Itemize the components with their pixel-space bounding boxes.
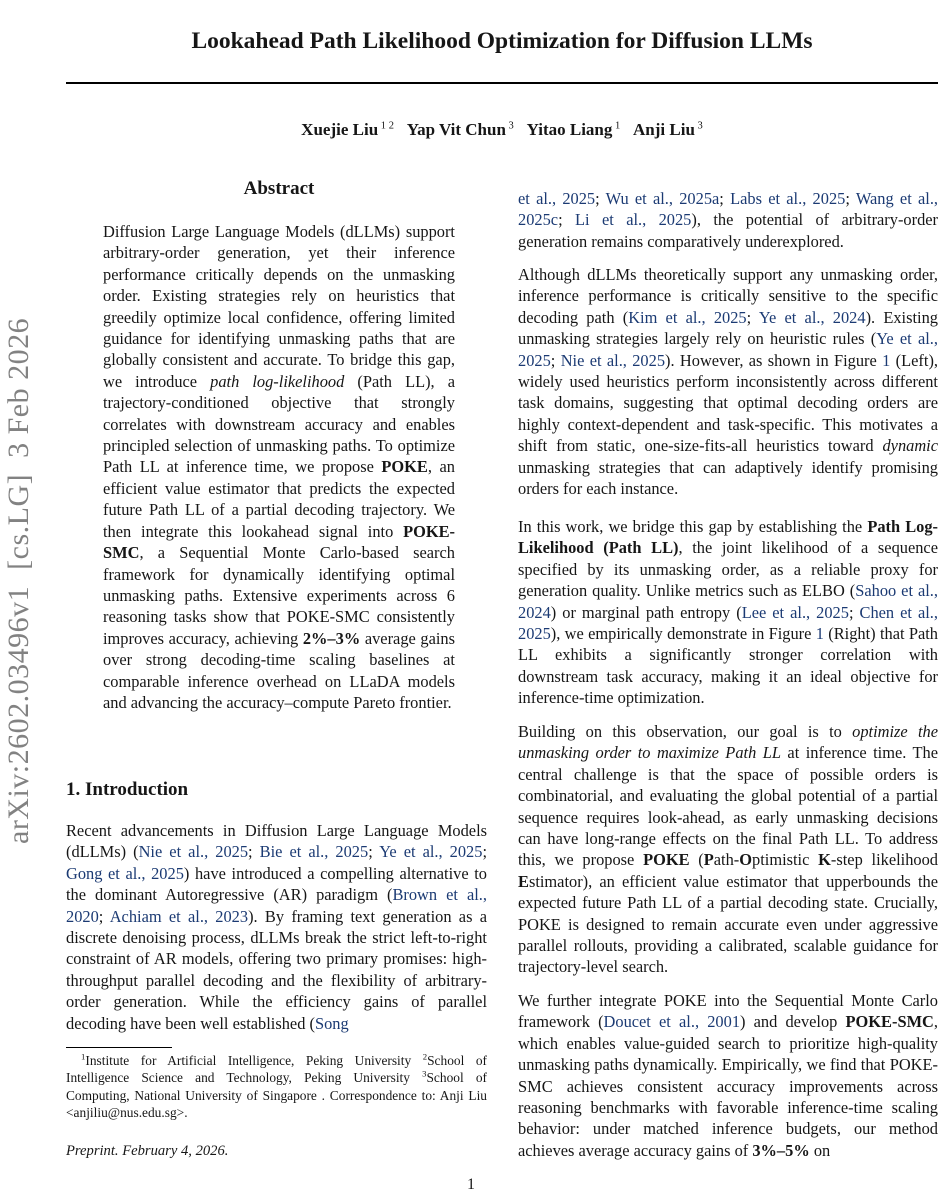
title-rule bbox=[66, 82, 938, 86]
text-run: ), the potential of arbitrary-order generation remains comparatively underexplored. bbox=[518, 210, 938, 251]
section-heading-introduction: 1. Introduction bbox=[66, 779, 189, 800]
citation-link[interactable]: Bie et al., 2025 bbox=[259, 842, 369, 862]
right-column-paragraph-4 bbox=[518, 721, 938, 978]
text-run: path log-likelihood bbox=[210, 371, 345, 391]
text-run: (Right) that Path LL exhibits a significantly stronger correlation with downstream task accuracy, making it an ideal objective for inference-time optimization. bbox=[518, 624, 938, 708]
citation-link[interactable]: Ye et al., 2025 bbox=[379, 842, 483, 862]
text-run: ) and develop bbox=[740, 1012, 846, 1032]
superscript-marker: 2 bbox=[422, 1051, 428, 1062]
text-run: Recent advancements in Diffusion Large Language Models (dLLMs) ( bbox=[66, 821, 487, 862]
paper-title: Lookahead Path Likelihood Optimization for Diffusion LLMs bbox=[191, 28, 813, 54]
citation-link[interactable]: Ye et al., 2024 bbox=[758, 307, 866, 327]
citation-link[interactable]: Doucet et al., 2001 bbox=[603, 1012, 741, 1032]
text-run: ; bbox=[848, 602, 860, 622]
text-run: , which enables value-guided search to prioritize high-quality unmasking paths dynamically. Empirically, we find that POKE-SMC achieves consistent accuracy improvements across reasoning benchmarks with favorable inference-time scaling behavior: under matched inference budgets, our method achieves average accuracy gains of bbox=[518, 1012, 938, 1160]
text-run: ; bbox=[558, 210, 576, 230]
citation-link[interactable]: Li et al., 2025 bbox=[575, 210, 692, 230]
affiliation-footnote bbox=[66, 1052, 487, 1121]
text-run: ). By framing text generation as a discrete denoising process, dLLMs break the strict left-to-right constraint of AR models, offering two primary promises: high-throughput parallel decoding and the flexibility of arbitrary-order generation. While the efficiency gains of parallel decoding have been well established ( bbox=[66, 906, 487, 1033]
text-run: (Path LL), a trajectory-conditioned objective that strongly correlates with downstream accuracy and enables principled selection of unmasking paths. To optimize Path LL at inference time, we propose bbox=[103, 371, 455, 477]
citation-link[interactable]: Wu et al., 2025a bbox=[605, 189, 720, 208]
text-run: -step likelihood bbox=[830, 850, 938, 870]
text-run: on bbox=[809, 1140, 831, 1160]
text-run: POKE bbox=[381, 457, 428, 477]
text-run: Yap Vit Chun bbox=[406, 120, 506, 139]
text-run: ; bbox=[368, 842, 380, 862]
citation-link[interactable]: Ye et al., 2025 bbox=[518, 329, 938, 370]
superscript-marker: 1 2 bbox=[378, 120, 394, 132]
citation-link[interactable]: Labs et al., 2025 bbox=[730, 189, 846, 208]
text-run: ) or marginal path entropy ( bbox=[550, 602, 742, 622]
text-run: ; bbox=[98, 906, 110, 926]
text-run: ( bbox=[689, 850, 704, 870]
text-run: Although dLLMs theoretically support any unmasking order, inference performance is critically sensitive to the specific decoding path ( bbox=[518, 265, 938, 327]
text-run: 3%–5% bbox=[752, 1140, 810, 1160]
citation-link[interactable]: Nie et al., 2025 bbox=[560, 350, 666, 370]
author-line bbox=[66, 120, 938, 140]
citation-link[interactable]: Song bbox=[314, 1013, 349, 1033]
superscript-marker: 3 bbox=[694, 120, 703, 132]
text-run: dynamic bbox=[882, 436, 938, 456]
superscript-marker: 1 bbox=[612, 120, 621, 132]
text-run: ). However, as shown in Figure bbox=[665, 350, 883, 370]
text-run: ) have introduced a compelling alternative to the dominant Autoregressive (AR) paradigm ( bbox=[66, 863, 487, 905]
arxiv-watermark: arXiv:2602.03496v1 [cs.LG] 3 Feb 2026 bbox=[2, 317, 35, 845]
text-run: K bbox=[818, 850, 831, 870]
page-number: 1 bbox=[467, 1176, 475, 1193]
preprint-note: Preprint. February 4, 2026. bbox=[66, 1143, 229, 1159]
abstract-heading: Abstract bbox=[243, 178, 315, 199]
text-run: Institute for Artificial Intelligence, Peking University bbox=[85, 1053, 423, 1068]
abstract-paragraph bbox=[103, 221, 455, 713]
superscript-marker: 3 bbox=[422, 1068, 427, 1079]
right-column-paragraph-2 bbox=[518, 264, 938, 499]
text-run bbox=[514, 120, 527, 139]
text-run: School of Computing, National University of Singapore . Correspondence to: Anji Liu <anjiliu@nus.edu.sg>. bbox=[66, 1070, 487, 1120]
text-run: Xuejie Liu bbox=[301, 120, 379, 139]
text-run: , an efficient value estimator that predicts the expected future Path LL of a partial decoding trajectory. We then integrate this lookahead signal into bbox=[103, 457, 455, 541]
text-run: P bbox=[703, 850, 714, 870]
right-column-paragraph-1 bbox=[518, 188, 938, 252]
text-run: POKE-SMC bbox=[845, 1012, 934, 1032]
text-run: ; bbox=[550, 350, 561, 370]
text-run: ; bbox=[595, 189, 606, 208]
intro-paragraph-1 bbox=[66, 820, 487, 1034]
citation-link[interactable]: Chen et al., 2025 bbox=[518, 602, 938, 644]
text-run: ; bbox=[845, 189, 856, 208]
text-run: average gains over strong decoding-time scaling baselines at comparable inference overhead on LLaDA models and advancing the accuracy–compute Pareto frontier. bbox=[103, 628, 456, 712]
superscript-marker: 1 bbox=[81, 1051, 86, 1062]
text-run bbox=[394, 120, 407, 139]
citation-link[interactable]: 1 bbox=[815, 624, 824, 644]
text-run bbox=[620, 120, 633, 139]
citation-link[interactable]: Sahoo et al., 2024 bbox=[518, 581, 938, 622]
text-run: POKE-SMC bbox=[103, 521, 455, 563]
text-run: Path Log-Likelihood (Path LL) bbox=[518, 517, 938, 558]
text-run: unmasking strategies that can adaptively identify promising orders for each instance. bbox=[518, 457, 938, 499]
text-run: , a Sequential Monte Carlo-based search framework for dynamically identifying optimal unmasking paths. Extensive experiments across 6 reasoning tasks show that POKE-SMC consistently improves accuracy, achieving bbox=[103, 543, 455, 648]
text-run: Building on this observation, our goal is to bbox=[518, 722, 853, 741]
text-run: ; bbox=[719, 189, 731, 208]
text-run: Diffusion Large Language Models (dLLMs) support arbitrary-order generation, yet their inference performance critically depends on the unmasking order. Existing strategies rely on heuristics that greedily optimize local confidence, offering limited guidance for identifying unmasking paths that are globally consistent and accurate. To bridge this gap, we introduce bbox=[103, 222, 455, 391]
superscript-marker: 3 bbox=[505, 120, 514, 132]
text-run: Yitao Liang bbox=[526, 120, 613, 139]
right-column-paragraph-3 bbox=[518, 516, 938, 709]
text-run: E bbox=[518, 871, 529, 891]
right-column-paragraph-5 bbox=[518, 990, 938, 1161]
text-run: stimator), an efficient value estimator that upperbounds the expected future Path LL of a partial decoding state. Crucially, POKE is designed to remain accurate even under aggressive parallel rollouts, providing a calibrated, scalable guidance for trajectory-level search. bbox=[518, 871, 938, 977]
citation-link[interactable]: Brown et al., 2020 bbox=[66, 885, 487, 926]
text-run: ). Existing unmasking strategies largely rely on heuristic rules ( bbox=[518, 307, 938, 349]
citation-link[interactable]: Nie et al., 2025 bbox=[138, 842, 249, 862]
footnote-rule bbox=[66, 1047, 172, 1048]
text-run: Anji Liu bbox=[633, 120, 695, 139]
text-run: We further integrate POKE into the Sequential Monte Carlo framework ( bbox=[518, 991, 938, 1032]
text-run: at inference time. The central challenge is that the space of possible orders is combinatorial, and evaluating the global potential of a partial sequence requires look-ahead, as early unmasking decisions can have long-range effects on the final Path LL. To address this, we propose bbox=[518, 743, 938, 870]
citation-link[interactable]: 1 bbox=[882, 350, 891, 370]
text-run: POKE bbox=[643, 850, 690, 870]
text-run: ; bbox=[482, 842, 487, 862]
text-run: ; bbox=[746, 307, 759, 327]
text-run: , the joint likelihood of a sequence specified by its unmasking order, as a reliable proxy for generation quality. Unlike metrics such as ELBO ( bbox=[518, 538, 938, 601]
text-run: ptimistic bbox=[752, 850, 819, 870]
text-run: (Left), widely used heuristics perform inconsistently across different task domains, suggesting that optimal decoding orders are highly context-dependent and task-specific. This motivates a shift from static, one-size-fits-all heuristics toward bbox=[518, 350, 938, 456]
text-run: School of Intelligence Science and Technology, Peking University bbox=[66, 1053, 488, 1086]
text-run: O bbox=[739, 850, 753, 870]
citation-link[interactable]: Lee et al., 2025 bbox=[741, 602, 849, 622]
citation-link[interactable]: Achiam et al., 2023 bbox=[109, 906, 249, 926]
text-run: In this work, we bridge this gap by establishing the bbox=[518, 517, 868, 536]
text-run: ath- bbox=[713, 850, 740, 870]
citation-link[interactable]: Kim et al., 2025 bbox=[628, 307, 747, 327]
text-run: ; bbox=[248, 842, 260, 862]
citation-link[interactable]: et al., 2025 bbox=[518, 189, 596, 208]
text-run: optimize the unmasking order to maximize Path LL bbox=[518, 722, 938, 763]
text-run: 2%–3% bbox=[302, 628, 361, 648]
citation-link[interactable]: Wang et al., 2025c bbox=[518, 189, 939, 230]
text-run: ), we empirically demonstrate in Figure bbox=[550, 624, 816, 644]
citation-link[interactable]: Gong et al., 2025 bbox=[66, 863, 184, 883]
